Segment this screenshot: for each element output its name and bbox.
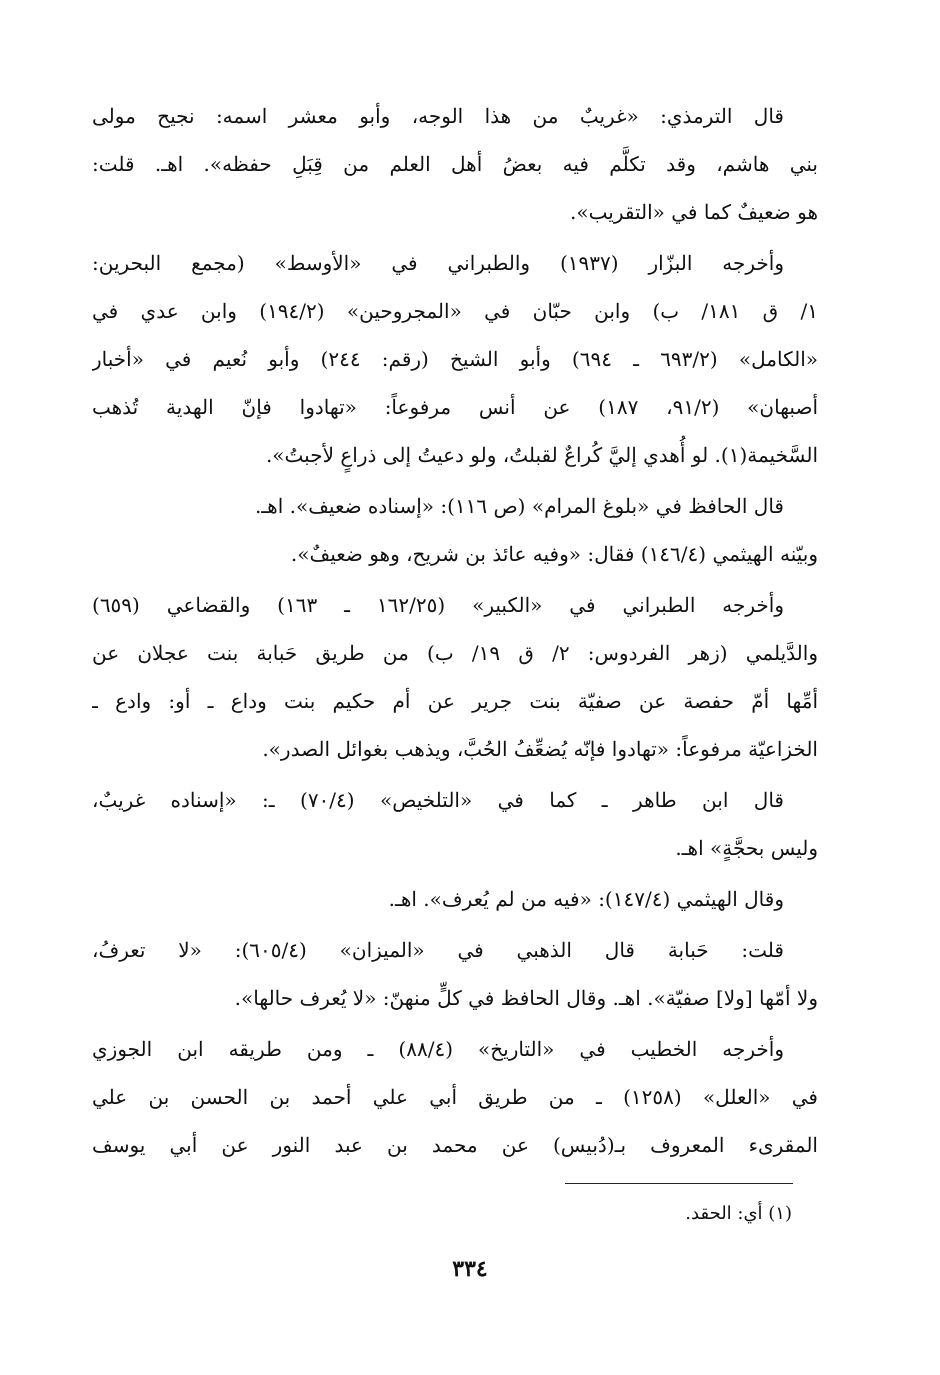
text-line: وقال الهيثمي (١٤٧/٤): «فيه من لم يُعرف». اهـ. <box>388 887 784 911</box>
main-text <box>92 92 818 1169</box>
text-line: وأخرجه الطبراني في «الكبير» (١٦٢/٢٥ ـ ١٦٣) والقضاعي (٦٥٩) <box>92 593 784 617</box>
text-line: في «العلل» (١٢٥٨) ـ من طريق أبي علي أحمد بن الحسن بن علي <box>92 1085 818 1109</box>
text-line: أمِّها أمّ حفصة عن صفيّة بنت جرير عن أم حكيم بنت وداع ـ أو: وادع ـ <box>92 689 818 713</box>
text-line: قال ابن طاهر ـ كما في «التلخيص» (٧٠/٤) ـ: «إسناده غريبٌ، <box>92 788 784 812</box>
text-line: أصبهان» (٩١/٢، ١٨٧) عن أنس مرفوعاً: «تهادوا فإنّ الهدية تُذهب <box>92 395 818 419</box>
text-line: قال الحافظ في «بلوغ المرام» (ص ١١٦): «إسناده ضعيف». اهـ. <box>254 494 784 518</box>
text-line: وأخرجه الخطيب في «التاريخ» (٨٨/٤) ـ ومن طريقه ابن الجوزي <box>92 1037 784 1061</box>
text-line: هو ضعيفٌ كما في «التقريب». <box>570 200 818 224</box>
text-line: ١/ ق ١٨١/ ب) وابن حبّان في «المجروحين» (١٩٤/٢) وابن عدي في <box>92 299 818 323</box>
text-line: والدَّيلمي (زهر الفردوس: ٢/ ق ١٩/ ب) من طريق حَبابة بنت عجلان عن <box>92 641 818 665</box>
text-line: «الكامل» (٦٩٣/٢ ـ ٦٩٤) وأبو الشيخ (رقم: ٢٤٤) وأبو نُعيم في «أخبار <box>92 347 818 371</box>
page-number: ٣٣٤ <box>452 1256 488 1282</box>
text-line: وليس بحجَّةٍ» اهـ. <box>675 836 818 860</box>
footnote: (١) أي: الحقد. <box>685 1203 792 1224</box>
text-line: الخزاعيّة مرفوعاً: «تهادوا فإنّه يُضعِّفُ الحُبَّ، ويذهب بغوائل الصدر». <box>262 737 818 761</box>
text-line: قال الترمذي: «غريبٌ من هذا الوجه، وأبو معشر اسمه: نجيح مولى <box>92 104 784 128</box>
text-line: السَّخيمة(١). لو أُهدي إليَّ كُراعٌ لقبلتُ، ولو دعيتُ إلى ذراعٍ لأجبتُ». <box>265 443 818 467</box>
text-line: قلت: حَبابة قال الذهبي في «الميزان» (٦٠٥/٤): «لا تعرفُ، <box>92 938 784 962</box>
text-line: وأخرجه البزّار (١٩٣٧) والطبراني في «الأوسط» (مجمع البحرين: <box>92 251 785 275</box>
text-line: ولا أمّها [ولا] صفيّة». اهـ. وقال الحافظ في كلٍّ منهنّ: «لا يُعرف حالها». <box>234 986 818 1010</box>
text-line: بني هاشم، وقد تكلَّم فيه بعضُ أهل العلم من قِبَلِ حفظه». اهـ. قلت: <box>92 152 818 176</box>
text-line: وبيّنه الهيثمي (١٤٦/٤) فقال: «وفيه عائذ بن شريح، وهو ضعيفٌ». <box>290 542 818 566</box>
footnote-separator <box>565 1183 793 1184</box>
text-line: المقرىء المعروف بـ(دُبيس) عن محمد بن عبد النور عن أبي يوسف <box>92 1133 818 1157</box>
